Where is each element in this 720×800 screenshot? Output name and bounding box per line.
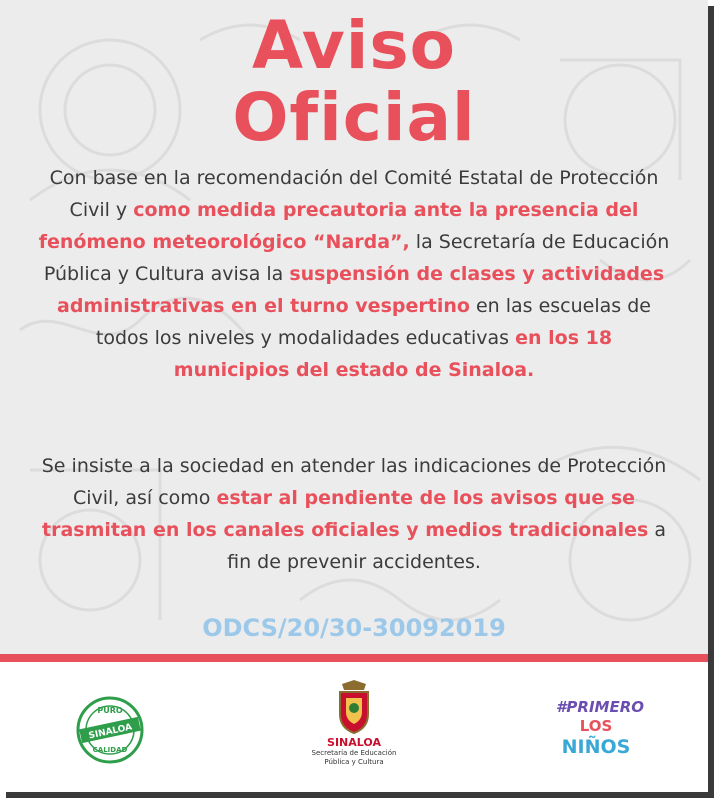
paragraph-1-highlight-3: en los 18 municipios del estado de Sinaloa.	[173, 327, 613, 381]
paragraph-1-highlight-1: como medida precautoria ante la presencia del fenómeno meteorológico “Narda”,	[38, 199, 639, 253]
paragraph-1-text-3: en las escuelas de todos los niveles y modalidades educativas	[95, 295, 651, 349]
accent-stripe	[0, 654, 708, 662]
document-code: ODCS/20/30-30092019	[202, 614, 506, 642]
paragraph-2-text-1: Se insiste a la sociedad en atender las indicaciones de Protección Civil, así como	[41, 455, 667, 509]
government-subtitle-2: Pública y Cultura	[324, 758, 384, 766]
primero-los-ninos-logo-icon	[556, 698, 645, 766]
paragraph-2-text-2: a fin de prevenir accidentes.	[227, 519, 666, 573]
title-line-2: Oficial	[232, 79, 476, 156]
footer-logos	[0, 662, 708, 792]
paragraph-1-highlight-2: suspensión de clases y actividades administrativas en el turno vespertino	[57, 263, 665, 317]
seal-bottom-text: CALIDAD	[92, 746, 128, 754]
campaign-line-3: NIÑOS	[561, 736, 631, 758]
campaign-line-2: LOS	[579, 717, 613, 735]
paragraph-1-text-1: Con base en la recomendación del Comité Estatal de Protección Civil y	[49, 167, 659, 221]
puro-sinaloa-seal-icon	[76, 696, 144, 764]
sinaloa-coat-of-arms-icon	[334, 680, 374, 734]
sinaloa-government-logo	[294, 680, 414, 780]
government-name: SINALOA	[327, 736, 381, 749]
seal-top-text: PURO	[97, 706, 123, 715]
title-line-1: Aviso	[252, 7, 456, 84]
campaign-line-1: #PRIMERO	[556, 698, 645, 716]
seal-middle-text: SINALOA	[87, 722, 134, 742]
government-subtitle-1: Secretaría de Educación	[311, 749, 397, 757]
paragraph-1-text-2: la Secretaría de Educación Pública y Cultura avisa la	[43, 231, 670, 285]
notice-paragraph-1	[36, 162, 672, 386]
paragraph-2-highlight-1: estar al pendiente de los avisos que se trasmitan en los canales oficiales y medios tradicionales	[42, 487, 649, 541]
notice-paragraph-2	[36, 450, 672, 578]
